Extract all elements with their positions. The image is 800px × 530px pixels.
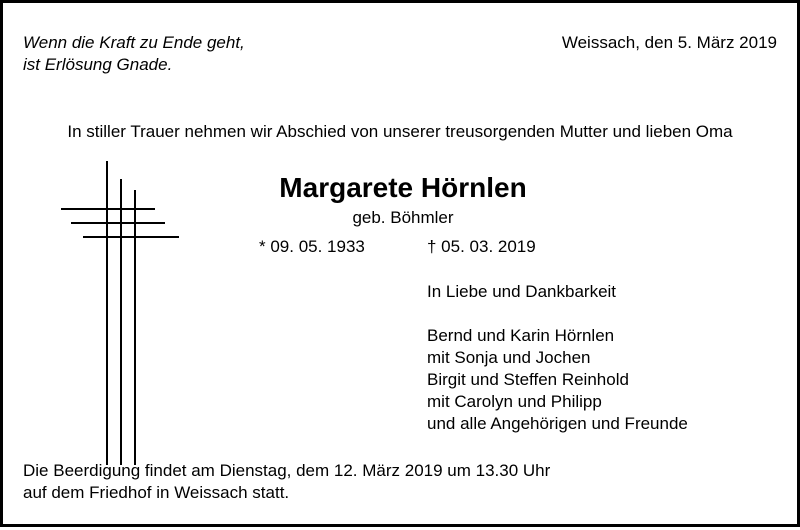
mourner-line: mit Carolyn und Philipp [427,392,602,411]
mourner-line: Bernd und Karin Hörnlen [427,326,615,345]
motto-line-1: Wenn die Kraft zu Ende geht, [23,33,245,52]
mourner-line: und alle Angehörigen und Freunde [427,414,688,433]
place-date: Weissach, den 5. März 2019 [561,33,777,52]
cross-icon [3,3,800,530]
intro-text: In stiller Trauer nehmen wir Abschied von unserer treusorgenden Mutter und lieben Oma [67,122,733,141]
deceased-name: Margarete Hörnlen [279,172,527,203]
birth-date: * 09. 05. 1933 [259,237,365,256]
funeral-notice [23,460,550,504]
closing-phrase: In Liebe und Dankbarkeit [427,282,617,301]
mourner-line: mit Sonja und Jochen [427,348,591,367]
mourners-list [427,325,688,435]
motto-line-2: ist Erlösung Gnade. [23,55,173,74]
funeral-line-2: auf dem Friedhof in Weissach statt. [23,483,290,502]
death-date: † 05. 03. 2019 [427,237,536,256]
mourner-line: Birgit und Steffen Reinhold [427,370,629,389]
birth-name: geb. Böhmler [352,208,454,227]
funeral-line-1: Die Beerdigung findet am Dienstag, dem 12. März 2019 um 13.30 Uhr [23,461,551,480]
